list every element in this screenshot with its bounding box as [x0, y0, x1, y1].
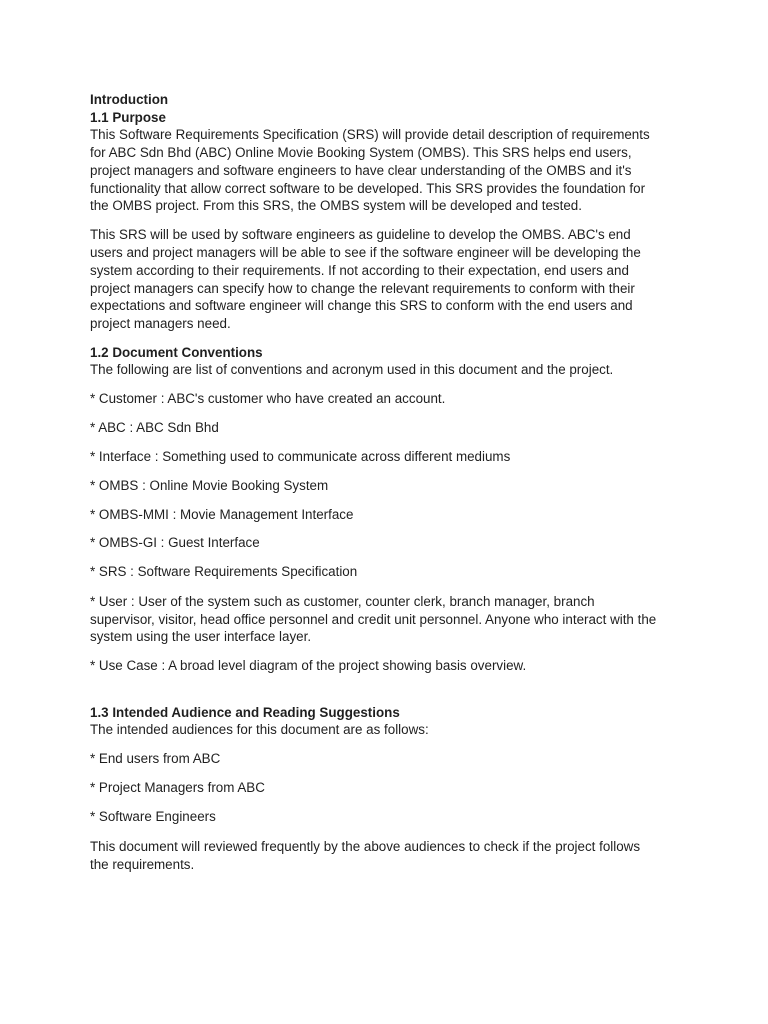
text-line: users and project managers will be able to see if the software engineer will be developing the — [90, 245, 641, 260]
audience-intro: The intended audiences for this document are as follows: — [90, 722, 429, 737]
text-line: the OMBS project. From this SRS, the OMBS system will be developed and tested. — [90, 198, 582, 213]
text-line: This Software Requirements Specification (SRS) will provide detail description of requirements — [90, 127, 650, 142]
list-item: * OMBS : Online Movie Booking System — [90, 478, 329, 493]
list-item: * Project Managers from ABC — [90, 780, 265, 795]
text-line: for ABC Sdn Bhd (ABC) Online Movie Booking System (OMBS). This SRS helps end users, — [90, 145, 632, 160]
text-line: expectations and software engineer will change this SRS to conform with the end users and — [90, 298, 633, 313]
list-item: * Software Engineers — [90, 809, 216, 824]
text-line: This SRS will be used by software engineers as guideline to develop the OMBS. ABC's end — [90, 227, 631, 242]
conventions-intro: The following are list of conventions and acronym used in this document and the project. — [90, 362, 614, 377]
use-case-definition: * Use Case : A broad level diagram of the project showing basis overview. — [90, 658, 527, 673]
introduction-heading: Introduction — [90, 92, 169, 107]
conventions-heading: 1.2 Document Conventions — [90, 345, 263, 360]
text-line: project managers can specify how to change the relevant requirements to conform with their — [90, 281, 635, 296]
text-line: system according to their requirements. If not according to their expectation, end users and — [90, 263, 629, 278]
text-line: This document will reviewed frequently by the above audiences to check if the project follows — [90, 839, 641, 854]
text-line: project managers and software engineers to have clear understanding of the OMBS and it's — [90, 163, 632, 178]
list-item: * Customer : ABC's customer who have created an account. — [90, 391, 446, 406]
list-item: * OMBS-GI : Guest Interface — [90, 535, 260, 550]
list-item: * SRS : Software Requirements Specification — [90, 564, 358, 579]
text-line: system using the user interface layer. — [90, 629, 312, 644]
text-line: supervisor, visitor, head office personnel and credit unit personnel. Anyone who interact with the — [90, 612, 657, 627]
text-line: project managers need. — [90, 316, 231, 331]
audience-heading: 1.3 Intended Audience and Reading Suggestions — [90, 705, 400, 720]
list-item: * Interface : Something used to communicate across different mediums — [90, 449, 511, 464]
text-line: the requirements. — [90, 857, 195, 872]
list-item: * OMBS-MMI : Movie Management Interface — [90, 507, 354, 522]
list-item: * ABC : ABC Sdn Bhd — [90, 420, 219, 435]
list-item: * End users from ABC — [90, 751, 221, 766]
text-line: functionality that allow correct software to be developed. This SRS provides the foundation for — [90, 181, 646, 196]
purpose-heading: 1.1 Purpose — [90, 110, 166, 125]
text-line: * User : User of the system such as customer, counter clerk, branch manager, branch — [90, 594, 595, 609]
